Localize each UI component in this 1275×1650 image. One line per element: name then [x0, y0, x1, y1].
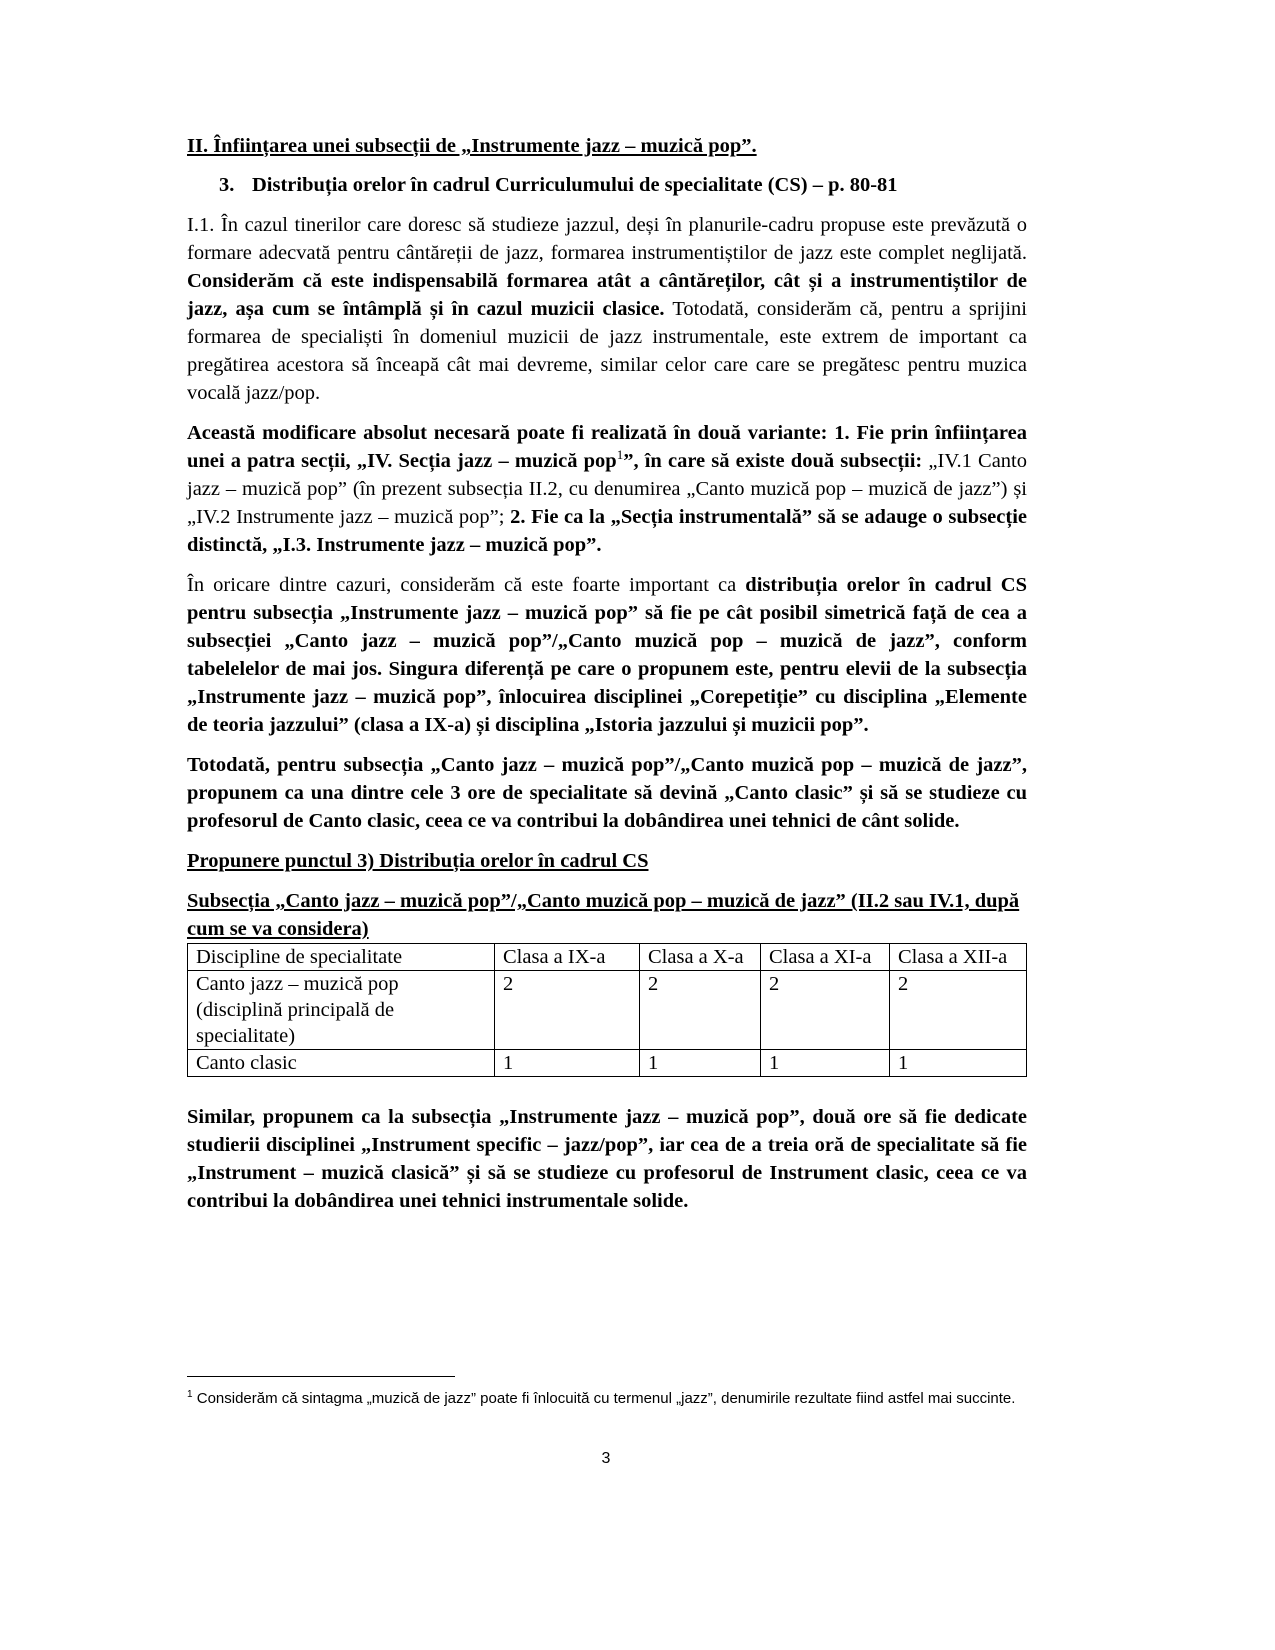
table-header-row — [188, 944, 1027, 971]
subheading — [219, 171, 1027, 199]
paragraph-1-text-end: Totodată, considerăm că, pentru a sprijini formarea de specialiști în domeniul muzicii de jazz instrumentale, este extrem de important ca pregătirea acestora să înceapă cât mai devreme, similar celor care care se pregătesc pentru muzica vocală jazz/pop. — [187, 298, 1027, 404]
table-row — [188, 1050, 1027, 1077]
paragraph-3-text: În oricare dintre cazuri, considerăm că este foarte important ca — [187, 574, 746, 596]
subheading-number: 3. — [219, 174, 235, 196]
table-cell: 2 — [640, 971, 761, 1050]
page-number: 3 — [601, 1450, 611, 1467]
paragraph-2-emphasis-end: 2. Fie ca la „Secția instrumentală” să se adauge o subsecție distinctă, „I.3. Instrumente jazz – muzică pop”. — [187, 506, 1027, 556]
proposal-heading: Propunere punctul 3) Distribuția orelor în cadrul CS — [187, 850, 649, 872]
subheading-text: Distribuția orelor în cadrul Curriculumului de specialitate (CS) – p. 80-81 — [252, 174, 898, 196]
table-cell: 1 — [761, 1050, 890, 1077]
paragraph-4-emphasis: Totodată, pentru subsecția „Canto jazz – muzică pop”/„Canto muzică pop – muzică de jazz”, propunem ca una dintre cele 3 ore de specialitate să devină „Canto clasic” și să se studieze cu profesorul de Canto clasic, ceea ce va contribui la dobândirea unei tehnici de cânt solide. — [187, 754, 1027, 832]
paragraph-3-emphasis: distribuția orelor în cadrul CS pentru subsecția „Instrumente jazz – muzică pop” să fie pe cât posibil simetrică față de cea a subsecției „Canto jazz – muzică pop”/„Canto muzică pop – muzică de jazz”, conform tabelelelor de mai jos. Singura diferență pe care o propunem este, pentru elevii de la subsecția „Instrumente jazz – muzică pop”, înlocuirea disciplinei „Corepetiție” cu disciplina „Elemente de teoria jazzului” (clasa a IX-a) și disciplina „Istoria jazzului și muzicii pop”. — [187, 574, 1027, 736]
paragraph-2-text: „IV.1 Canto jazz – muzică pop” (în prezent subsecția II.2, cu denumirea „Canto muzică pop – muzică de jazz”) și „IV.2 Instrumente jazz – muzică pop”; — [187, 450, 1027, 528]
paragraph-2-emphasis: Această modificare absolut necesară poate fi realizată în două variante: 1. Fie prin înființarea unei a patra secții, „IV. Secția jazz – muzică pop — [187, 422, 1027, 472]
table-cell: 2 — [495, 971, 640, 1050]
paragraph-1-text: I.1. În cazul tinerilor care doresc să studieze jazzul, deși în planurile-cadru propuse este prevăzută o formare adecvată pentru cântăreții de jazz, formarea instrumentiștilor de jazz este complet neglijată. — [187, 214, 1027, 264]
footnote-separator — [187, 1376, 455, 1377]
section-title: II. Înființarea unei subsecții de „Instrumente jazz – muzică pop”. — [187, 135, 757, 157]
footnote-ref[interactable]: 1 — [616, 447, 624, 463]
table-header-cell: Clasa a X-a — [640, 944, 761, 971]
table-header-cell: Clasa a IX-a — [495, 944, 640, 971]
paragraph-4 — [187, 751, 1027, 835]
table-cell: 1 — [495, 1050, 640, 1077]
paragraph-1-emphasis: Considerăm că este indispensabilă formarea atât a cântăreților, cât și a instrumentiștilor de jazz, așa cum se întâmplă și în cazul muzicii clasice. — [187, 270, 1027, 320]
table-row — [188, 971, 1027, 1050]
table-cell: 2 — [890, 971, 1027, 1050]
table-cell: 2 — [761, 971, 890, 1050]
paragraph-5-emphasis: Similar, propunem ca la subsecția „Instrumente jazz – muzică pop”, două ore să fie dedicate studierii disciplinei „Instrument specific – jazz/pop”, iar cea de a treia oră de specialitate să fie „Instrument – muzică clasică” și să se studieze cu profesorul de Instrument clasic, ceea ce va contribui la dobândirea unei tehnici instrumentale solide. — [187, 1106, 1027, 1212]
paragraph-5 — [187, 1103, 1027, 1215]
table-cell: Canto clasic — [188, 1050, 495, 1077]
hours-distribution-table — [187, 943, 1027, 1077]
table-cell: Canto jazz – muzică pop (disciplină principală de specialitate) — [188, 971, 495, 1050]
table-header-cell: Clasa a XII-a — [890, 944, 1027, 971]
table-header-cell: Clasa a XI-a — [761, 944, 890, 971]
paragraph-2 — [187, 419, 1027, 559]
footnote-marker: 1 — [187, 1389, 193, 1400]
paragraph-3 — [187, 571, 1027, 739]
table-cell: 1 — [640, 1050, 761, 1077]
paragraph-2-emphasis-cont: ”, în care să existe două subsecții: — [623, 450, 923, 472]
document-page — [187, 132, 1027, 1227]
table-cell: 1 — [890, 1050, 1027, 1077]
paragraph-1 — [187, 211, 1027, 407]
footnote-text: Considerăm că sintagma „muzică de jazz” poate fi înlocuită cu termenul „jazz”, denumirile rezultate fiind astfel mai succinte. — [192, 1390, 1016, 1407]
table-header-cell: Discipline de specialitate — [188, 944, 495, 971]
footnote — [187, 1388, 1032, 1410]
table-caption: Subsecția „Canto jazz – muzică pop”/„Canto muzică pop – muzică de jazz” (II.2 sau IV.1, după cum se va considera) — [187, 890, 1020, 940]
